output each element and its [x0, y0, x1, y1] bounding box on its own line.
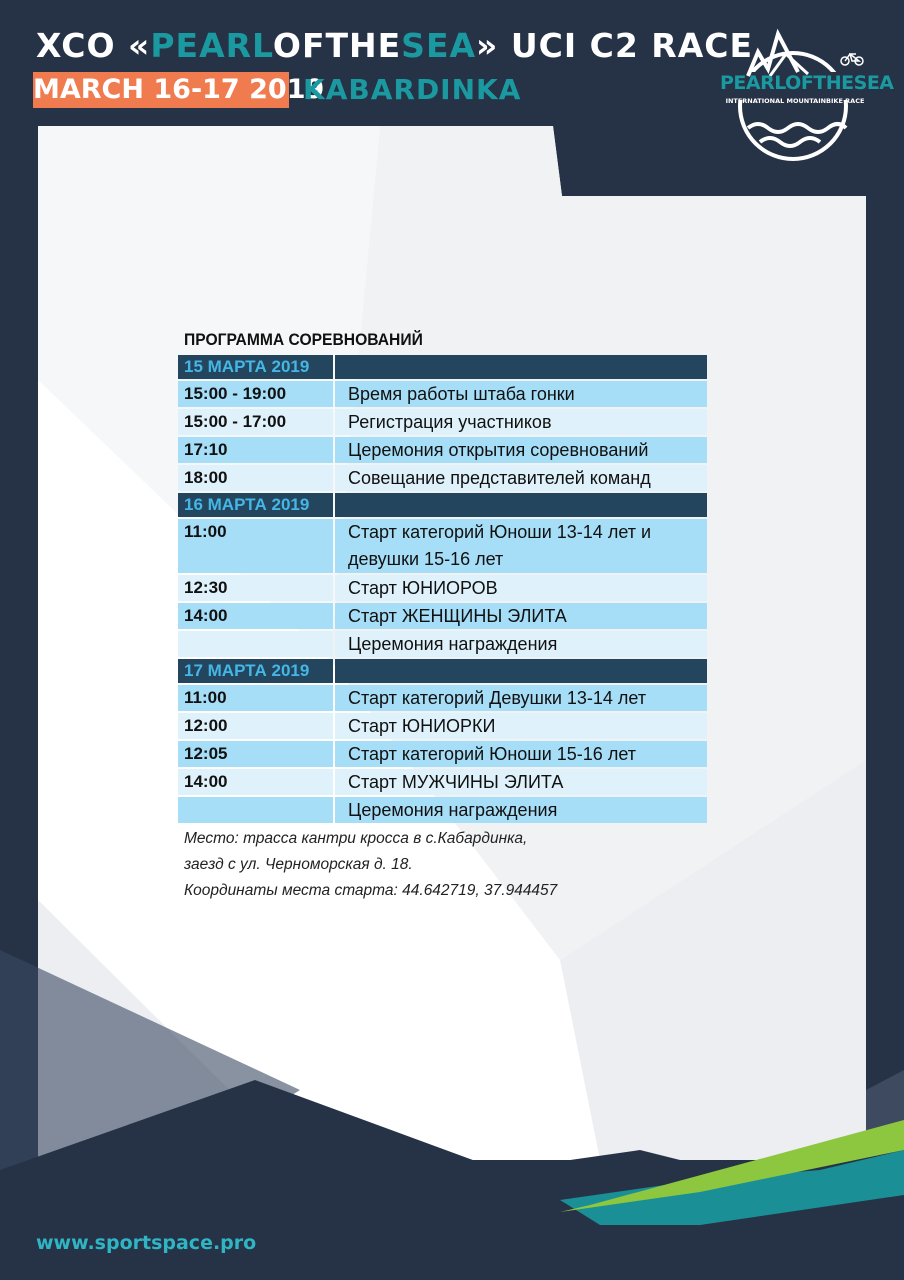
event-cell: Старт ЮНИОРКИ [335, 713, 707, 739]
time-cell: 15:00 - 19:00 [178, 381, 333, 407]
logo-wordmark: PEARLOFTHESEA [720, 72, 894, 94]
table-row [178, 437, 707, 463]
coordinates-line: Координаты места старта: 44.642719, 37.944457 [184, 882, 558, 899]
table-row [178, 713, 707, 739]
event-cell: Регистрация участников [335, 409, 707, 435]
event-cell [335, 355, 707, 379]
event-cell: Церемония награждения [335, 797, 707, 823]
time-cell: 11:00 [178, 685, 333, 711]
event-cell [335, 493, 707, 517]
event-cell [335, 659, 707, 683]
table-row [178, 685, 707, 711]
table-row [178, 631, 707, 657]
day-date: 16 МАРТА 2019 [178, 493, 333, 517]
logo-subtitle: INTERNATIONAL MOUNTAINBIKE RACE [725, 97, 865, 105]
time-cell: 14:00 [178, 769, 333, 795]
time-cell: 15:00 - 17:00 [178, 409, 333, 435]
mountain-bike-logo-icon [718, 24, 894, 164]
event-cell: Церемония награждения [335, 631, 707, 657]
event-cell: Совещание представителей команд [335, 465, 707, 491]
time-cell: 12:05 [178, 741, 333, 767]
event-location: KABARDINKA [303, 73, 522, 106]
table-row [178, 381, 707, 407]
day-header-row [178, 355, 707, 379]
event-cell: Церемония открытия соревнований [335, 437, 707, 463]
title-prefix: XCO « [36, 26, 151, 65]
event-cell: Время работы штаба гонки [335, 381, 707, 407]
table-row [178, 769, 707, 795]
address-line: заезд с ул. Черноморская д. 18. [184, 856, 413, 873]
time-cell: 12:30 [178, 575, 333, 601]
time-cell: 12:00 [178, 713, 333, 739]
event-dates: MARCH 16-17 2019 [33, 72, 289, 108]
table-row [178, 409, 707, 435]
table-row [178, 603, 707, 629]
event-title [36, 26, 753, 66]
title-middle: OFTHE [272, 26, 402, 65]
title-accent-pearl: PEARL [150, 26, 273, 65]
time-cell [178, 797, 333, 823]
day-date: 17 МАРТА 2019 [178, 659, 333, 683]
event-cell: Старт МУЖЧИНЫ ЭЛИТА [335, 769, 707, 795]
time-cell: 17:10 [178, 437, 333, 463]
time-cell [178, 631, 333, 657]
event-cell: Старт ЖЕНЩИНЫ ЭЛИТА [335, 603, 707, 629]
program-title: ПРОГРАММА СОРЕВНОВАНИЙ [184, 330, 423, 349]
table-row [178, 741, 707, 767]
table-row [178, 465, 707, 491]
schedule-table [178, 355, 707, 825]
title-suffix: » UCI C2 RACE [476, 26, 753, 65]
day-date: 15 МАРТА 2019 [178, 355, 333, 379]
time-cell: 11:00 [178, 519, 333, 573]
day-header-row [178, 659, 707, 683]
event-cell: Старт категорий Юноши 15-16 лет [335, 741, 707, 767]
event-cell: Старт категорий Девушки 13-14 лет [335, 685, 707, 711]
day-header-row [178, 493, 707, 517]
table-row [178, 797, 707, 823]
title-accent-sea: SEA [401, 26, 477, 65]
venue-line: Место: трасса кантри кросса в с.Кабардинка, [184, 830, 528, 847]
venue-notes [184, 826, 557, 904]
table-row [178, 575, 707, 601]
time-cell: 18:00 [178, 465, 333, 491]
time-cell: 14:00 [178, 603, 333, 629]
event-cell: Старт ЮНИОРОВ [335, 575, 707, 601]
event-cell: Старт категорий Юноши 13-14 лет и девушки 15-16 лет [335, 519, 707, 573]
website-link[interactable]: www.sportspace.pro [36, 1232, 257, 1254]
table-row [178, 519, 707, 573]
